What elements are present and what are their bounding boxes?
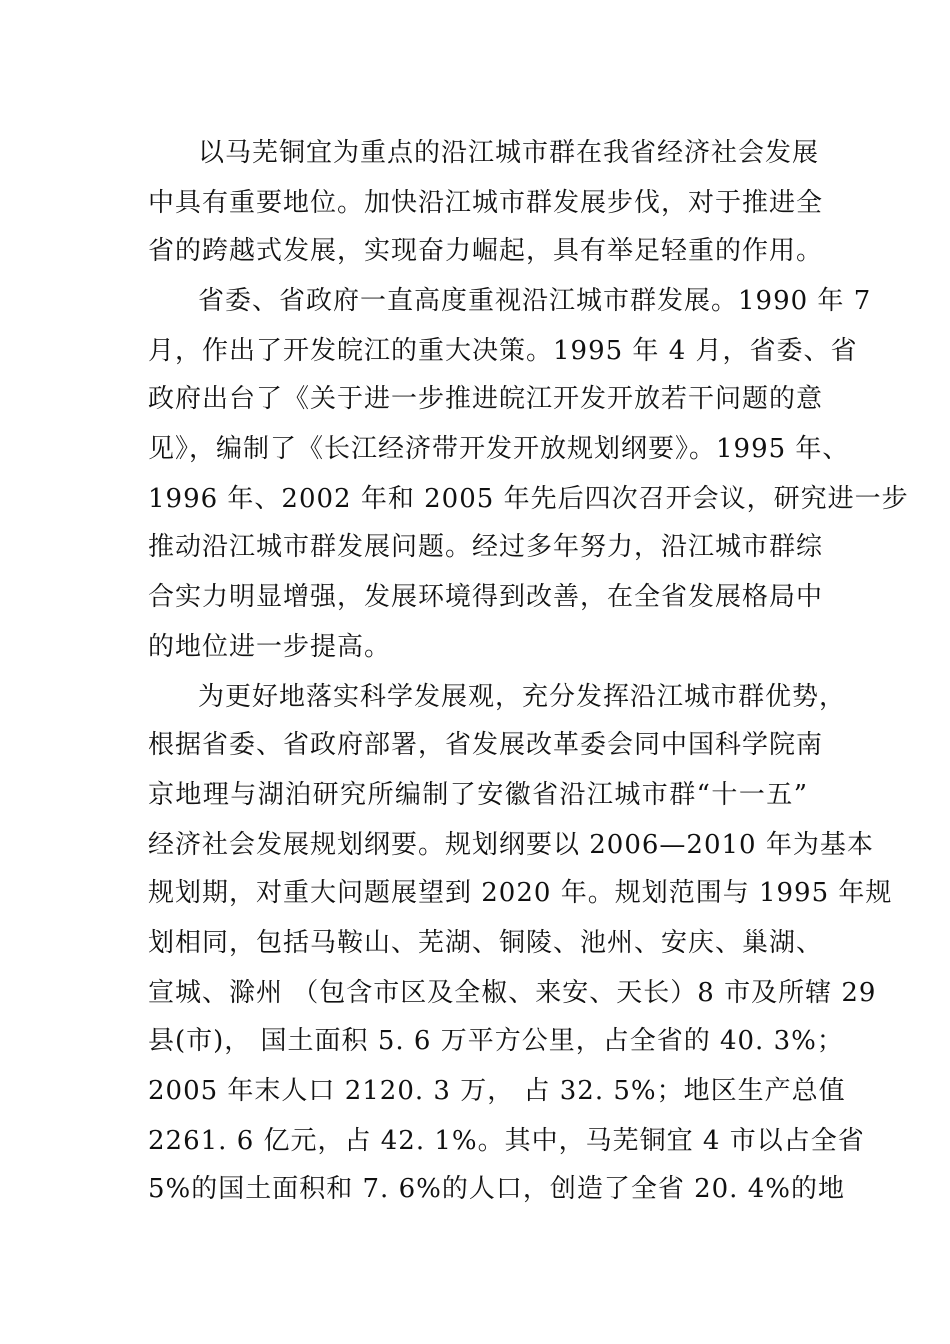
paragraph-3-line-10: 2261. 6 亿元，占 42. 1%。其中，马芜铜宜 4 市以占全省 [148, 1126, 865, 1156]
paragraph-3-line-1: 为更好地落实科学发展观，充分发挥沿江城市群优势， [198, 682, 847, 712]
paragraph-1-line-1: 以马芜铜宜为重点的沿江城市群在我省经济社会发展 [198, 138, 820, 168]
paragraph-2-line-2: 月，作出了开发皖江的重大决策。1995 年 4 月，省委、省 [148, 336, 858, 366]
paragraph-2-line-4: 见》，编制了《长江经济带开发开放规划纲要》。1995 年、 [148, 434, 850, 464]
paragraph-3-line-7: 宣城、滁州 （包含市区及全椒、来安、天长）8 市及所辖 29 [148, 978, 877, 1008]
paragraph-2-line-3: 政府出台了《关于进一步推进皖江开发开放若干问题的意 [148, 384, 824, 414]
paragraph-2-line-7: 合实力明显增强，发展环境得到改善，在全省发展格局中 [148, 582, 824, 612]
paragraph-3-line-4: 经济社会发展规划纲要。规划纲要以 2006—2010 年为基本 [148, 830, 874, 860]
paragraph-3-line-2: 根据省委、省政府部署，省发展改革委会同中国科学院南 [148, 730, 824, 760]
paragraph-3-line-5: 规划期，对重大问题展望到 2020 年。规划范围与 1995 年规 [148, 878, 893, 908]
paragraph-3-line-3: 京地理与湖泊研究所编制了安徽省沿江城市群“十一五” [148, 780, 808, 810]
paragraph-1-line-3: 省的跨越式发展，实现奋力崛起，具有举足轻重的作用。 [148, 236, 824, 266]
paragraph-3-line-8: 县(市)， 国土面积 5. 6 万平方公里，占全省的 40. 3%； [148, 1026, 844, 1056]
paragraph-1-line-2: 中具有重要地位。加快沿江城市群发展步伐，对于推进全 [148, 188, 824, 218]
paragraph-2-line-6: 推动沿江城市群发展问题。经过多年努力，沿江城市群综 [148, 532, 824, 562]
paragraph-2-line-8: 的地位进一步提高。 [148, 632, 392, 662]
paragraph-3-line-11: 5%的国土面积和 7. 6%的人口，创造了全省 20. 4%的地 [148, 1174, 845, 1204]
paragraph-3-line-9: 2005 年末人口 2120. 3 万， 占 32. 5%；地区生产总值 [148, 1076, 846, 1106]
paragraph-3-line-6: 划相同，包括马鞍山、芜湖、铜陵、池州、安庆、巢湖、 [148, 928, 824, 958]
paragraph-2-line-5: 1996 年、2002 年和 2005 年先后四次召开会议，研究进一步 [148, 484, 909, 514]
paragraph-2-line-1: 省委、省政府一直高度重视沿江城市群发展。1990 年 7 [198, 286, 872, 316]
